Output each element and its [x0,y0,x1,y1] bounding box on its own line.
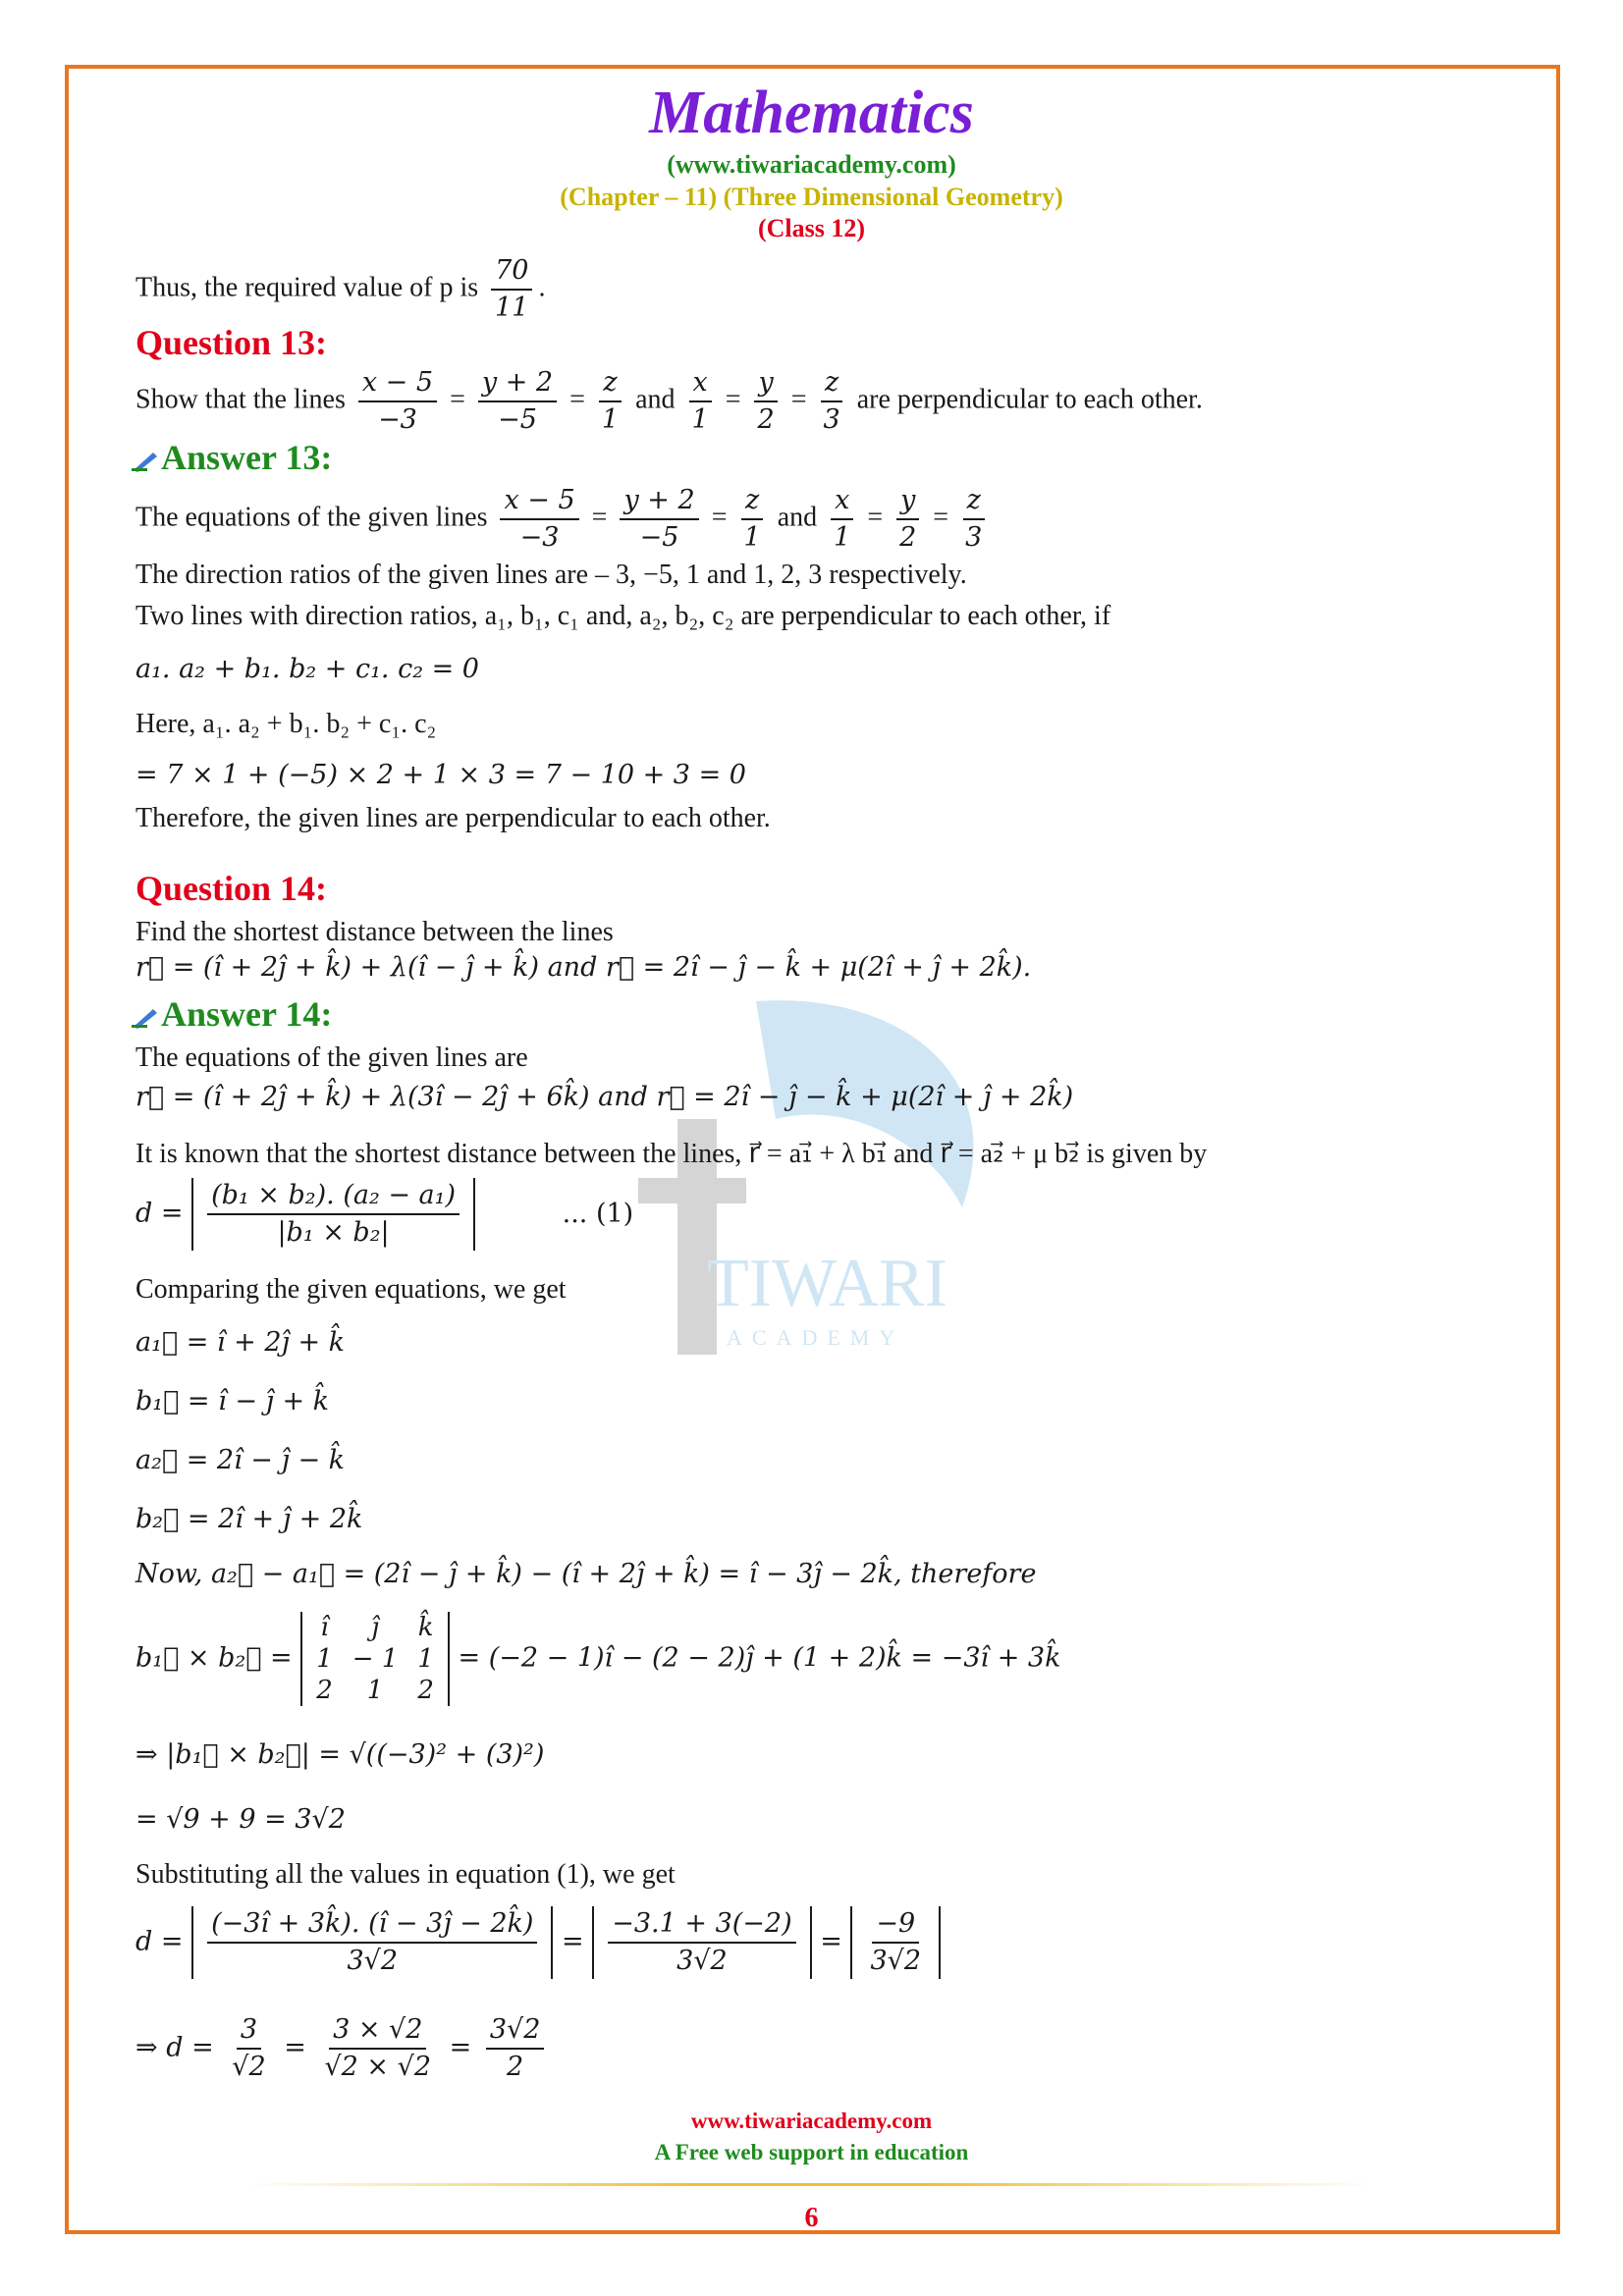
pen-icon [132,1007,159,1029]
vector-a1: a₁⃗ = î + 2ĵ + k̂ [135,1327,346,1358]
cross-rhs: = (−2 − 1)î − (2 − 2)ĵ + (1 + 2)k̂ = −3î + 3k̂ [458,1642,1061,1674]
pen-icon [132,451,159,472]
p-value-fraction [491,253,532,326]
equation-tag: ... (1) [562,1198,634,1229]
subst-den1: 3√2 [347,1946,399,1976]
answer-14-heading [132,993,332,1035]
vector-b1: b₁⃗ = î − ĵ + k̂ [135,1386,330,1416]
q14-line1: Find the shortest distance between the lines [135,917,614,947]
a14-line3: It is known that the shortest distance between the lines, r⃗ = a₁⃗ + λ b₁⃗ and r⃗ = a₂⃗ + μ b₂⃗ is given by [135,1139,1208,1169]
determinant-cell: ĵ [371,1613,380,1642]
answer-13-label: Answer 13: [161,438,333,477]
watermark-line1: TIWARI [707,1246,947,1321]
a14-now: Now, a₂⃗ − a₁⃗ = (2î − ĵ + k̂) − (î + 2ĵ + k̂) = î − 3ĵ − 2k̂, therefore [135,1559,1037,1589]
q14-line2: r⃗ = (î + 2ĵ + k̂) + λ(î − ĵ + k̂) and r⃗ = 2î − ĵ − k̂ + μ(2î + ĵ + 2k̂). [135,952,1032,983]
vector-b2: b₂⃗ = 2î + ĵ + 2k̂ [135,1504,363,1534]
determinant [300,1612,450,1706]
previous-text: Thus, the required value of p is [135,272,479,303]
subst-den2: 3√2 [676,1946,728,1976]
header-chapter: (Chapter – 11) (Three Dimensional Geometry) [560,183,1063,211]
determinant-cell: − 1 [352,1644,399,1674]
a13-line1-and: and [777,502,818,533]
a13-line1-text: The equations of the given lines [135,502,488,533]
final-num1: 3 [237,2012,261,2050]
vector-a2: a₂⃗ = 2î − ĵ − k̂ [135,1445,346,1475]
a14-subst: Substituting all the values in equation (1), we get [135,1859,676,1890]
subst-den3: 3√2 [870,1946,922,1976]
final-den2: √2 × √2 [324,2052,432,2082]
answer-14-label: Answer 14: [161,994,333,1034]
q13-text-post: are perpendicular to each other. [856,384,1203,415]
formula-denominator: |b₁ × b₂| [277,1217,390,1248]
footer-divider [245,2183,1375,2186]
header-website: (www.tiwariacademy.com) [667,150,956,179]
a13-line4: a₁. a₂ + b₁. b₂ + c₁. c₂ = 0 [135,654,479,684]
distance-formula: d = $\frac{\text{(b₁ × b₂). (a₂ − a₁)}}{\text{|b₁ × b₂|}}$ ... (1) [135,1178,633,1251]
a14-line2: r⃗ = (î + 2ĵ + k̂) + λ(3î − 2ĵ + 6k̂) and r⃗ = 2î − ĵ − k̂ + μ(2î + ĵ + 2k̂) [135,1082,1074,1112]
final-num2: 3 × √2 [329,2012,426,2050]
p-value-den: 11 [495,293,529,323]
header-class: (Class 12) [757,214,866,242]
a13-line7: Therefore, the given lines are perpendicular to each other. [135,803,771,833]
determinant-cell: 1 [417,1644,434,1674]
determinant-cell: î [320,1613,329,1642]
watermark-line2: ACADEMY [727,1325,905,1350]
determinant-cell: 2 [316,1676,333,1705]
final-den1: √2 [232,2052,266,2082]
subst-num1: (−3î + 3k̂). (î − 3ĵ − 2k̂) [207,1906,537,1944]
a14-compare: Comparing the given equations, we get [135,1274,567,1305]
a14-line1: The equations of the given lines are [135,1042,528,1073]
tiwari-academy-watermark [638,982,1031,1394]
question-14-heading: Question 14: [135,869,328,908]
determinant-cell: 1 [366,1676,384,1705]
page-title: Mathematics [649,80,974,146]
determinant-cell: k̂ [417,1613,434,1642]
final-num3: 3√2 [486,2012,545,2050]
a13-line2: The direction ratios of the given lines are – 3, −5, 1 and 1, 2, 3 respectively. [135,560,967,590]
footer-tagline: A Free web support in education [654,2140,969,2164]
cross-product [135,1612,1060,1706]
distance-final: ⇒ d = $\frac{3}{√2}$ = $\frac{3 \times √2}{√2 \times √2}$ = $\frac{3√2}{2}$ [135,2012,550,2085]
previous-conclusion: Thus, the required value of p is $\frac{70}{11}$ . [135,253,545,326]
subst-num2: −3.1 + 3(−2) [608,1906,795,1944]
question-13-heading: Question 13: [135,323,328,362]
footer-website[interactable]: www.tiwariacademy.com [690,2109,933,2133]
a13-line3: Two lines with direction ratios, a₁, b₁, c₁ and, a₂, b₂, c₂ are perpendicular to each other, if [135,601,1111,631]
formula-numerator: (b₁ × b₂). (a₂ − a₁) [207,1178,460,1215]
magnitude-line1: ⇒ |b₁⃗ × b₂⃗| = √((−3)² + (3)²) [135,1739,545,1770]
determinant-cell: 2 [417,1676,434,1705]
q13-text-and: and [635,384,676,415]
page-number: 6 [804,2203,819,2233]
a13-line6: = 7 × 1 + (−5) × 2 + 1 × 3 = 7 − 10 + 3 = 0 [135,760,746,790]
subst-num3: −9 [872,1906,919,1944]
a13-line1: The equations of the given lines $\frac{x - 5}{-3}$ = $\frac{y + 2}{-5}$ = $\frac{z}{1}$ and $\frac{x}{1}$ = $\frac{y}{2}$ = $\frac{z}{3}$ [135,483,992,556]
cross-lhs: b₁⃗ × b₂⃗ = [135,1642,293,1674]
p-value-num: 70 [491,253,532,291]
distance-substitution: d = $\frac{(-3î + 3k̂). (î - 3ĵ - 2k̂)}{3√2}$ = $\frac{-3.1 + 3(-2)}{3√2}$ = $\frac{-9}{3√2}$ [135,1906,941,1979]
answer-13-heading [132,437,332,478]
q13-text-pre: Show that the lines [135,384,346,415]
magnitude-line2: = √9 + 9 = 3√2 [135,1804,346,1835]
final-den3: 2 [507,2052,524,2082]
determinant-cell: 1 [316,1644,333,1674]
question-13-text: Show that the lines $\frac{x - 5}{-3}$ = $\frac{y + 2}{-5}$ = $\frac{z}{1}$ and $\frac{x}{1}$ = $\frac{y}{2}$ = $\frac{z}{3}$ are perpendicular to each other. [135,367,1203,435]
a13-line5: Here, a₁. a₂ + b₁. b₂ + c₁. c₂ [135,709,437,739]
